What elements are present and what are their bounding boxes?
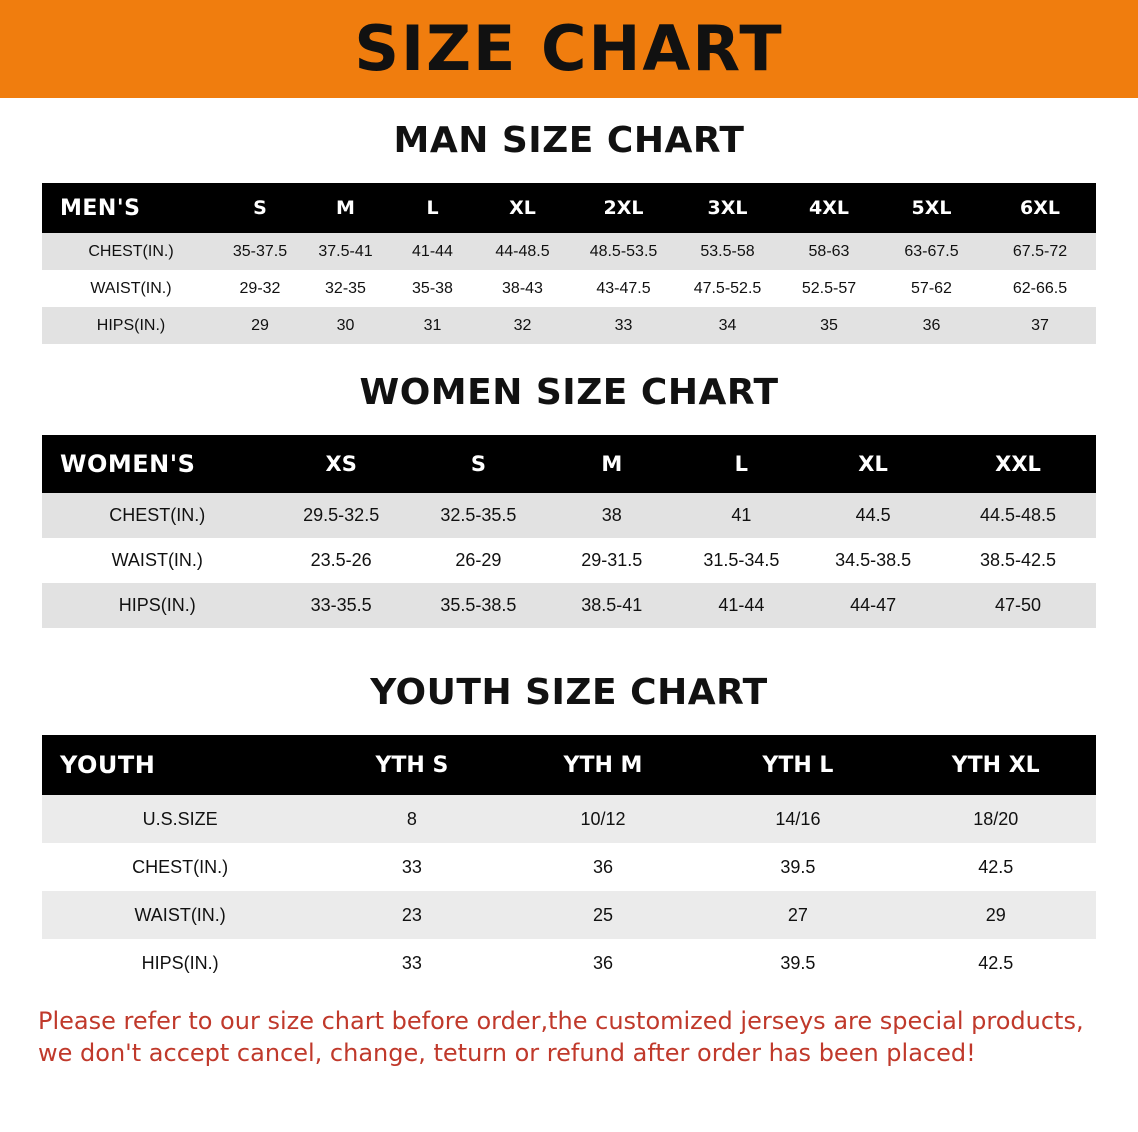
- man-cell-0-5: 53.5-58: [676, 233, 779, 270]
- women-cell-1-5: 38.5-42.5: [940, 538, 1096, 583]
- women-cell-0-1: 32.5-35.5: [410, 493, 547, 538]
- man-row-header: MEN'S: [42, 183, 220, 233]
- youth-cell-1-0: 33: [318, 843, 505, 891]
- women-cell-1-2: 29-31.5: [547, 538, 677, 583]
- man-size-col-7: 5XL: [879, 183, 984, 233]
- page-banner: [0, 0, 1138, 98]
- youth-cell-2-0: 23: [318, 891, 505, 939]
- women-size-col-4: XL: [806, 435, 940, 493]
- man-cell-0-6: 58-63: [779, 233, 879, 270]
- youth-section-title: YOUTH SIZE CHART: [370, 672, 768, 713]
- youth-cell-0-1: 10/12: [505, 795, 700, 843]
- man-cell-0-4: 48.5-53.5: [571, 233, 676, 270]
- women-row-label-2: HIPS(IN.): [42, 583, 273, 628]
- table-row: [42, 270, 1096, 307]
- table-row: [42, 843, 1096, 891]
- women-header-row: [42, 435, 1096, 493]
- man-cell-1-3: 38-43: [474, 270, 571, 307]
- women-cell-0-2: 38: [547, 493, 677, 538]
- women-table-head: [42, 435, 1096, 493]
- youth-row-label-2: WAIST(IN.): [42, 891, 318, 939]
- women-cell-0-0: 29.5-32.5: [273, 493, 410, 538]
- women-table-body: [42, 493, 1096, 628]
- youth-cell-1-2: 39.5: [700, 843, 895, 891]
- table-row: [42, 493, 1096, 538]
- man-size-col-1: M: [300, 183, 391, 233]
- women-cell-1-1: 26-29: [410, 538, 547, 583]
- youth-cell-2-1: 25: [505, 891, 700, 939]
- man-chart-wrap: [0, 161, 1138, 344]
- women-size-col-3: L: [677, 435, 807, 493]
- man-table-body: [42, 233, 1096, 344]
- table-row: [42, 891, 1096, 939]
- table-row: [42, 307, 1096, 344]
- women-cell-1-4: 34.5-38.5: [806, 538, 940, 583]
- women-size-col-0: XS: [273, 435, 410, 493]
- man-size-col-0: S: [220, 183, 300, 233]
- youth-cell-3-3: 42.5: [895, 939, 1096, 987]
- youth-cell-0-3: 18/20: [895, 795, 1096, 843]
- women-cell-0-5: 44.5-48.5: [940, 493, 1096, 538]
- youth-size-col-3: YTH XL: [895, 735, 1096, 795]
- man-size-col-6: 4XL: [779, 183, 879, 233]
- youth-cell-0-2: 14/16: [700, 795, 895, 843]
- table-row: [42, 538, 1096, 583]
- women-size-table: [42, 435, 1096, 628]
- women-cell-1-3: 31.5-34.5: [677, 538, 807, 583]
- table-row: [42, 583, 1096, 628]
- man-size-table: [42, 183, 1096, 344]
- man-cell-2-4: 33: [571, 307, 676, 344]
- youth-cell-1-1: 36: [505, 843, 700, 891]
- youth-table-head: [42, 735, 1096, 795]
- man-cell-0-2: 41-44: [391, 233, 474, 270]
- man-size-col-2: L: [391, 183, 474, 233]
- table-row: [42, 939, 1096, 987]
- man-size-col-4: 2XL: [571, 183, 676, 233]
- man-size-col-8: 6XL: [984, 183, 1096, 233]
- man-cell-1-2: 35-38: [391, 270, 474, 307]
- women-cell-0-3: 41: [677, 493, 807, 538]
- man-cell-1-6: 52.5-57: [779, 270, 879, 307]
- man-cell-0-7: 63-67.5: [879, 233, 984, 270]
- youth-chart-wrap: [0, 713, 1138, 987]
- man-cell-1-8: 62-66.5: [984, 270, 1096, 307]
- women-size-col-5: XXL: [940, 435, 1096, 493]
- youth-cell-2-2: 27: [700, 891, 895, 939]
- table-row: [42, 233, 1096, 270]
- man-cell-2-2: 31: [391, 307, 474, 344]
- man-cell-0-3: 44-48.5: [474, 233, 571, 270]
- women-section-title: WOMEN SIZE CHART: [359, 372, 779, 413]
- youth-cell-3-2: 39.5: [700, 939, 895, 987]
- youth-row-label-0: U.S.SIZE: [42, 795, 318, 843]
- youth-cell-3-0: 33: [318, 939, 505, 987]
- women-row-label-0: CHEST(IN.): [42, 493, 273, 538]
- man-header-row: [42, 183, 1096, 233]
- youth-cell-0-0: 8: [318, 795, 505, 843]
- man-cell-2-1: 30: [300, 307, 391, 344]
- youth-cell-2-3: 29: [895, 891, 1096, 939]
- women-cell-0-4: 44.5: [806, 493, 940, 538]
- page-title: SIZE CHART: [354, 12, 784, 85]
- women-cell-2-2: 38.5-41: [547, 583, 677, 628]
- youth-row-label-3: HIPS(IN.): [42, 939, 318, 987]
- youth-size-col-1: YTH M: [505, 735, 700, 795]
- man-cell-0-0: 35-37.5: [220, 233, 300, 270]
- man-cell-1-0: 29-32: [220, 270, 300, 307]
- women-cell-2-4: 44-47: [806, 583, 940, 628]
- man-section-title: MAN SIZE CHART: [393, 120, 745, 161]
- youth-table-body: [42, 795, 1096, 987]
- women-size-col-2: M: [547, 435, 677, 493]
- man-cell-2-8: 37: [984, 307, 1096, 344]
- note-line-2: we don't accept cancel, change, teturn or refund after order has been placed!: [38, 1039, 976, 1068]
- man-cell-2-7: 36: [879, 307, 984, 344]
- women-row-header: WOMEN'S: [42, 435, 273, 493]
- man-size-col-5: 3XL: [676, 183, 779, 233]
- man-size-col-3: XL: [474, 183, 571, 233]
- women-cell-2-1: 35.5-38.5: [410, 583, 547, 628]
- women-cell-2-3: 41-44: [677, 583, 807, 628]
- note-line-1: Please refer to our size chart before order,the customized jerseys are special products,: [38, 1007, 1084, 1035]
- women-row-label-1: WAIST(IN.): [42, 538, 273, 583]
- women-cell-1-0: 23.5-26: [273, 538, 410, 583]
- man-cell-2-3: 32: [474, 307, 571, 344]
- youth-row-header: YOUTH: [42, 735, 318, 795]
- man-cell-1-7: 57-62: [879, 270, 984, 307]
- man-cell-2-0: 29: [220, 307, 300, 344]
- man-row-label-1: WAIST(IN.): [42, 270, 220, 307]
- man-cell-1-1: 32-35: [300, 270, 391, 307]
- return-policy-note: [38, 1005, 1104, 1070]
- man-cell-1-4: 43-47.5: [571, 270, 676, 307]
- youth-row-label-1: CHEST(IN.): [42, 843, 318, 891]
- women-cell-2-5: 47-50: [940, 583, 1096, 628]
- youth-cell-3-1: 36: [505, 939, 700, 987]
- man-cell-0-8: 67.5-72: [984, 233, 1096, 270]
- youth-size-table: [42, 735, 1096, 987]
- women-size-col-1: S: [410, 435, 547, 493]
- man-cell-0-1: 37.5-41: [300, 233, 391, 270]
- youth-size-col-0: YTH S: [318, 735, 505, 795]
- youth-size-col-2: YTH L: [700, 735, 895, 795]
- man-cell-2-5: 34: [676, 307, 779, 344]
- man-table-head: [42, 183, 1096, 233]
- women-chart-wrap: [0, 413, 1138, 628]
- man-row-label-0: CHEST(IN.): [42, 233, 220, 270]
- women-cell-2-0: 33-35.5: [273, 583, 410, 628]
- youth-header-row: [42, 735, 1096, 795]
- man-cell-1-5: 47.5-52.5: [676, 270, 779, 307]
- youth-cell-1-3: 42.5: [895, 843, 1096, 891]
- man-row-label-2: HIPS(IN.): [42, 307, 220, 344]
- man-cell-2-6: 35: [779, 307, 879, 344]
- table-row: [42, 795, 1096, 843]
